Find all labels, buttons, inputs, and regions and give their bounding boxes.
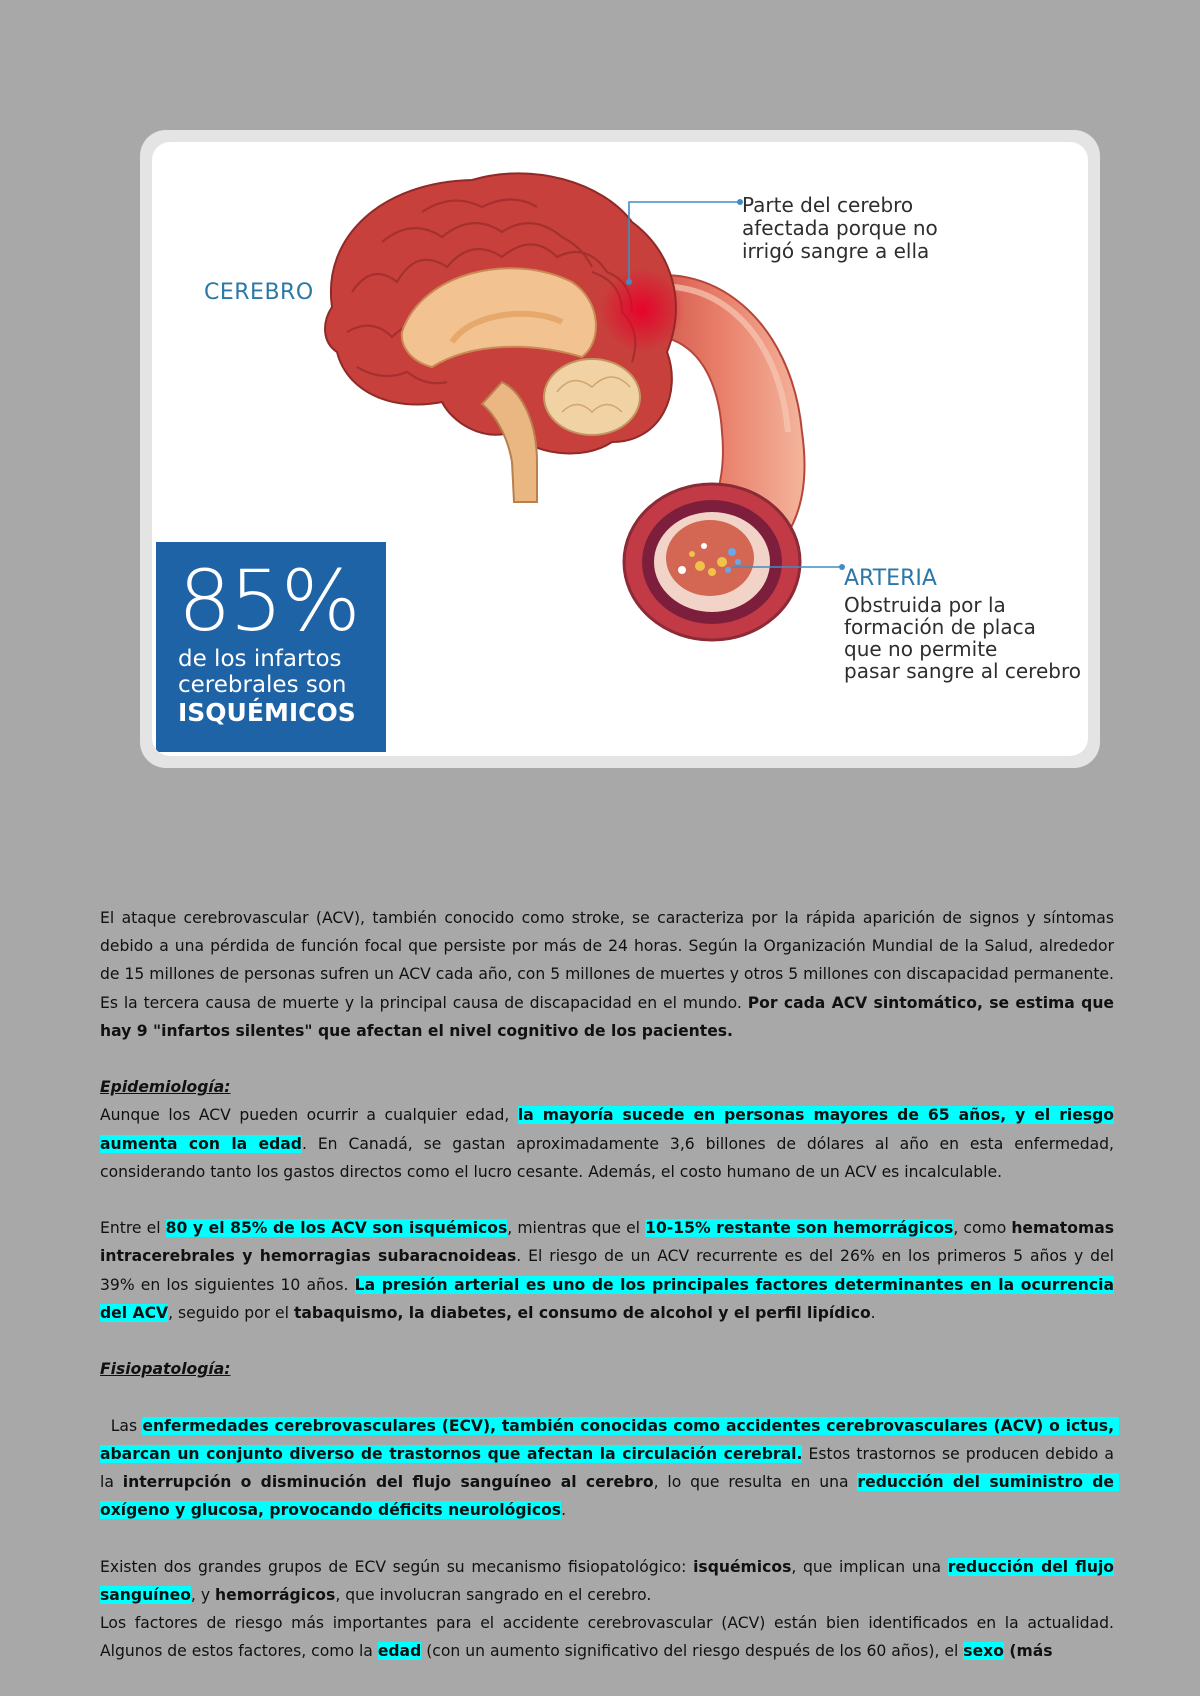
paragraph-fisiopatologia <box>100 1412 1120 1525</box>
text-run: Aunque los ACV pueden ocurrir a cualquier edad, <box>100 1106 518 1125</box>
paragraph-grupos-ecv <box>100 1553 1114 1609</box>
stat-number: 85% <box>178 552 359 650</box>
text-run-bold: (más <box>1003 1642 1053 1661</box>
cerebro-label: CEREBRO <box>204 280 314 305</box>
arteria-caption <box>844 594 1081 682</box>
arteria-caption-line: formación de placa <box>844 615 1036 639</box>
text-run: . <box>561 1501 567 1520</box>
heading-epidemiologia: Epidemiología: <box>100 1078 231 1097</box>
highlighted-text: edad <box>377 1642 422 1661</box>
text-run-bold: interrupción o disminución del flujo sanguíneo al cerebro <box>122 1473 654 1491</box>
artery-cross-section <box>624 484 800 640</box>
text-run: , mientras que el <box>507 1219 646 1238</box>
stat-strong: ISQUÉMICOS <box>178 698 356 727</box>
highlighted-text: reducción del flujo sanguíneo <box>100 1557 1114 1604</box>
text-run: Estos trastornos se producen debido a la <box>100 1444 1119 1491</box>
infographic-figure <box>140 130 1100 768</box>
arteria-caption-line: Obstruida por la <box>844 593 1006 617</box>
stat-line: cerebrales son <box>178 672 347 698</box>
text-run: , lo que resulta en una <box>653 1473 858 1491</box>
text-run: . <box>870 1303 876 1322</box>
highlighted-text: 10-15% restante son hemorrágicos <box>645 1219 954 1238</box>
text-run: . El riesgo de un ACV recurrente es del 26% en los primeros 5 años y del 39% en los siguientes 10 años. <box>100 1247 1114 1294</box>
affected-caption-line: Parte del cerebro <box>742 193 914 217</box>
text-run-bold: hemorrágicos <box>215 1585 336 1604</box>
highlighted-text: reducción del suministro de oxígeno y glucosa, provocando déficits neurológicos <box>100 1473 1120 1520</box>
text-run-bold: Por cada ACV sintomático, se estima que hay 9 "infartos silentes" que afectan el nivel cognitivo de los pacientes. <box>100 993 1114 1040</box>
text-run: Las <box>100 1416 143 1435</box>
highlighted-text: la mayoría sucede en personas mayores de 65 años, y el riesgo aumenta con la edad <box>100 1106 1114 1153</box>
highlighted-text: La presión arterial es uno de los principales factores determinantes en la ocurrencia del ACV <box>100 1275 1114 1322</box>
text-run: Existen dos grandes grupos de ECV según su mecanismo fisiopatológico: <box>100 1557 694 1576</box>
highlighted-text: enfermedades cerebrovasculares (ECV), también conocidas como accidentes cerebrovasculares (ACV) o ictus, abarcan un conjunto diverso de trastornos que afectan la circulación cerebral. <box>100 1416 1120 1463</box>
infographic-panel <box>152 142 1088 756</box>
paragraph-factores-riesgo <box>100 1609 1114 1665</box>
highlighted-text: 80 y el 85% de los ACV son isquémicos <box>165 1219 508 1238</box>
paragraph-intro <box>100 904 1114 1045</box>
arteria-caption-line: que no permite <box>844 637 998 661</box>
affected-caption-line: irrigó sangre a ella <box>742 239 930 263</box>
affected-area <box>600 268 684 352</box>
heading-fisiopatologia: Fisiopatología: <box>100 1360 231 1379</box>
text-run-bold: hematomas intracerebrales y hemorragias subaracnoideas <box>100 1219 1114 1266</box>
text-run: , seguido por el <box>168 1303 294 1322</box>
affected-caption-line: afectada porque no <box>742 216 938 240</box>
paragraph-epidemiologia <box>100 1101 1114 1186</box>
text-run: El ataque cerebrovascular (ACV), también conocido como stroke, se caracteriza por la rápida aparición de signos y síntomas debido a una pérdida de función focal que persiste por más de 24 horas. Según la Organización Mundial de la Salud, alrededor de 15 millones de personas sufren un ACV cada año, con 5 millones de muertes y otros 5 millones con discapacidad permanente. Es la tercera causa de muerte y la principal causa de discapacidad en el mundo. <box>100 909 1114 1012</box>
paragraph-tipos-acv <box>100 1214 1114 1327</box>
stat-line: de los infartos <box>178 646 342 672</box>
affected-area-caption <box>742 194 1002 263</box>
text-run: , que involucran sangrado en el cerebro. <box>335 1585 652 1604</box>
text-run: . En Canadá, se gastan aproximadamente 3,6 billones de dólares al año en esta enfermedad, considerando tanto los gastos directos como el lucro cesante. Además, el costo humano de un ACV es incalculable. <box>100 1134 1114 1181</box>
arteria-label: ARTERIA <box>844 566 937 591</box>
arteria-caption-line: pasar sangre al cerebro <box>844 659 1081 683</box>
highlighted-text: sexo <box>963 1642 1004 1661</box>
cerebellum <box>544 359 640 435</box>
text-run-bold: isquémicos <box>693 1557 792 1576</box>
text-run: , como <box>953 1219 1012 1238</box>
text-run: , y <box>190 1585 216 1604</box>
document-body <box>100 904 1120 1665</box>
text-run-bold: tabaquismo, la diabetes, el consumo de alcohol y el perfil lipídico <box>293 1303 871 1322</box>
stat-box <box>156 542 386 752</box>
text-run: Entre el <box>100 1219 166 1238</box>
text-run: , que implican una <box>791 1557 948 1576</box>
text-run: Los factores de riesgo más importantes para el accidente cerebrovascular (ACV) están bien identificados en la actualidad. Algunos de estos factores, como la <box>100 1614 1114 1661</box>
text-run: (con un aumento significativo del riesgo después de los 60 años), el <box>421 1642 964 1661</box>
